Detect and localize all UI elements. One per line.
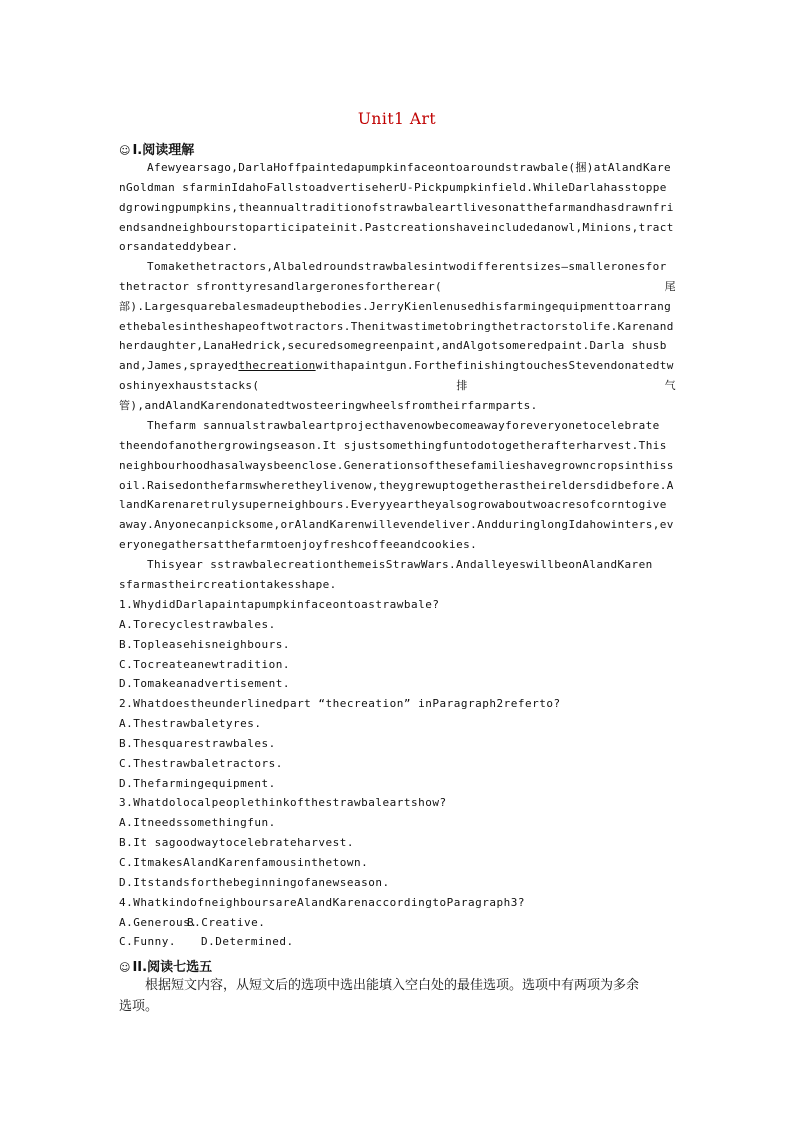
answer-option: B.Topleasehisneighbours.	[119, 637, 290, 651]
text-line: sfarmastheircreationtakesshape.	[119, 577, 337, 591]
text-line: Thisyear sstrawbalecreationthemeisStrawWars.AndalleyeswillbeonAlandKaren	[147, 558, 653, 571]
instructions	[119, 975, 679, 1017]
text-segment: withapaintgun.ForthefinishingtouchesStevendonatedtw	[315, 359, 674, 373]
answer-option: A.Itneedssomethingfun.	[119, 816, 276, 830]
text-segment: 尾	[664, 279, 676, 293]
underlined-phrase: thecreation	[238, 359, 316, 373]
answer-option: B.It sagoodwaytocelebrateharvest.	[119, 836, 355, 850]
instruction-line: 选项。	[119, 999, 159, 1014]
text-line: landKarenaretrulysuperneighbours.Everyyeartheyalsogrowaboutwoacresofcorntogive	[119, 498, 667, 512]
text-line: dgrowingpumpkins,theannualtraditionofstrawbaleartlivesonatthefarmandhasdrawnfri	[119, 200, 674, 214]
text-line: neighbourhoodhasalwaysbeenclose.Generationsofthesefamilieshavegrowncropsinthiss	[119, 458, 674, 472]
section-label: I.阅读理解	[132, 143, 195, 158]
instruction-line: 根据短文内容，从短文后的选项中选出能填入空白处的最佳选项。选项中有两项为多余	[145, 978, 640, 993]
section-heading-seven-choose-five	[119, 956, 212, 975]
question-list	[119, 595, 679, 952]
section-heading-reading	[119, 139, 194, 158]
text-line: eryonegathersatthefarmtoenjoyfreshcoffeeandcookies.	[119, 538, 478, 552]
text-line: ethebalesintheshapeoftwotractors.Thenitwastimetobringthetractorstolife.Karenand	[119, 319, 674, 333]
text-line: orsandateddybear.	[119, 240, 239, 254]
text-line	[119, 376, 676, 396]
answer-option-row	[119, 932, 679, 952]
question-stem: 3.Whatdolocalpeoplethinkofthestrawbaleartshow?	[119, 796, 447, 810]
answer-option: C.ItmakesAlandKarenfamousinthetown.	[119, 855, 369, 869]
text-line	[119, 277, 676, 297]
text-line: Tomakethetractors,Albaledroundstrawbalesintwodifferentsizes—smalleronesfor	[147, 260, 667, 273]
text-line: Thefarm sannualstrawbaleartprojecthavenowbecomeawayforeveryonetocelebrate	[147, 419, 660, 432]
text-line	[119, 356, 676, 376]
answer-option-row	[119, 913, 679, 933]
text-line: Afewyearsago,DarlaHoffpaintedapumpkinfaceontoaroundstrawbale(捆)atAlandKare	[147, 161, 672, 174]
text-line: nGoldman sfarminIdahoFallstoadvertiseherU-Pickpumpkinfield.WhileDarlahasstoppe	[119, 180, 667, 194]
answer-option: D.Thefarmingequipment.	[119, 776, 276, 790]
text-line: endsandneighbourstoparticipateinit.Pastcreationshaveincludedanowl,Minions,tract	[119, 220, 674, 234]
smiley-icon: ☺	[119, 961, 131, 974]
answer-option: D.Itstandsforthebeginningofanewseason.	[119, 875, 390, 889]
question-stem: 1.WhydidDarlapaintapumpkinfaceontoastrawbale?	[119, 598, 440, 611]
paragraph-4	[119, 555, 676, 595]
paragraph-2	[119, 257, 676, 416]
text-segment: oshinyexhauststacks(	[119, 379, 260, 393]
answer-option: A.Generous.	[119, 915, 198, 929]
text-line: oil.Raisedonthefarmswheretheylivenow,theygrewuptogetherastheireldersdidbefore.A	[119, 478, 674, 492]
smiley-icon: ☺	[119, 144, 131, 157]
text-segment: 气	[664, 379, 676, 393]
answer-option: C.Thestrawbaletractors.	[119, 756, 283, 770]
answer-option: C.Funny.	[119, 935, 176, 949]
answer-option: B.Creative.	[187, 915, 266, 929]
text-line: 管),andAlandKarendonatedtwosteeringwheelsfromtheirfarmparts.	[119, 398, 538, 412]
text-segment: thetractor sfronttyresandlargeronesfortherear(	[119, 279, 443, 293]
question-stem: 2.Whatdoestheunderlinedpart “thecreation” inParagraph2referto?	[119, 697, 561, 711]
text-line: 部).Largesquarebalesmadeupthebodies.JerryKienlenusedhisfarmingequipmenttoarrang	[119, 299, 672, 313]
text-line: away.Anyonecanpicksome,orAlandKarenwillevendeliver.AndduringlongIdahowinters,ev	[119, 518, 674, 532]
answer-option: D.Tomakeanadvertisement.	[119, 677, 290, 691]
text-line: herdaughter,LanaHedrick,securedsomegreenpaint,andAlgotsomeredpaint.Darla shusb	[119, 339, 667, 353]
paragraph-1	[119, 158, 676, 257]
text-segment: 排	[456, 379, 468, 393]
answer-option: B.Thesquarestrawbales.	[119, 736, 276, 750]
paragraph-3	[119, 416, 676, 555]
section-label: II.阅读七选五	[132, 960, 213, 975]
answer-option: A.Thestrawbaletyres.	[119, 717, 262, 731]
answer-option: A.Torecyclestrawbales.	[119, 617, 276, 631]
page-title: Unit1 Art	[357, 110, 437, 128]
question-stem: 4.WhatkindofneighboursareAlandKarenaccordingtoParagraph3?	[119, 895, 525, 909]
text-segment: and,James,sprayed	[119, 359, 239, 373]
answer-option: C.Tocreateanewtradition.	[119, 657, 290, 671]
answer-option: D.Determined.	[201, 935, 294, 949]
text-line: theendofanothergrowingseason.It sjustsomethingfuntodotogetherafterharvest.This	[119, 438, 667, 452]
